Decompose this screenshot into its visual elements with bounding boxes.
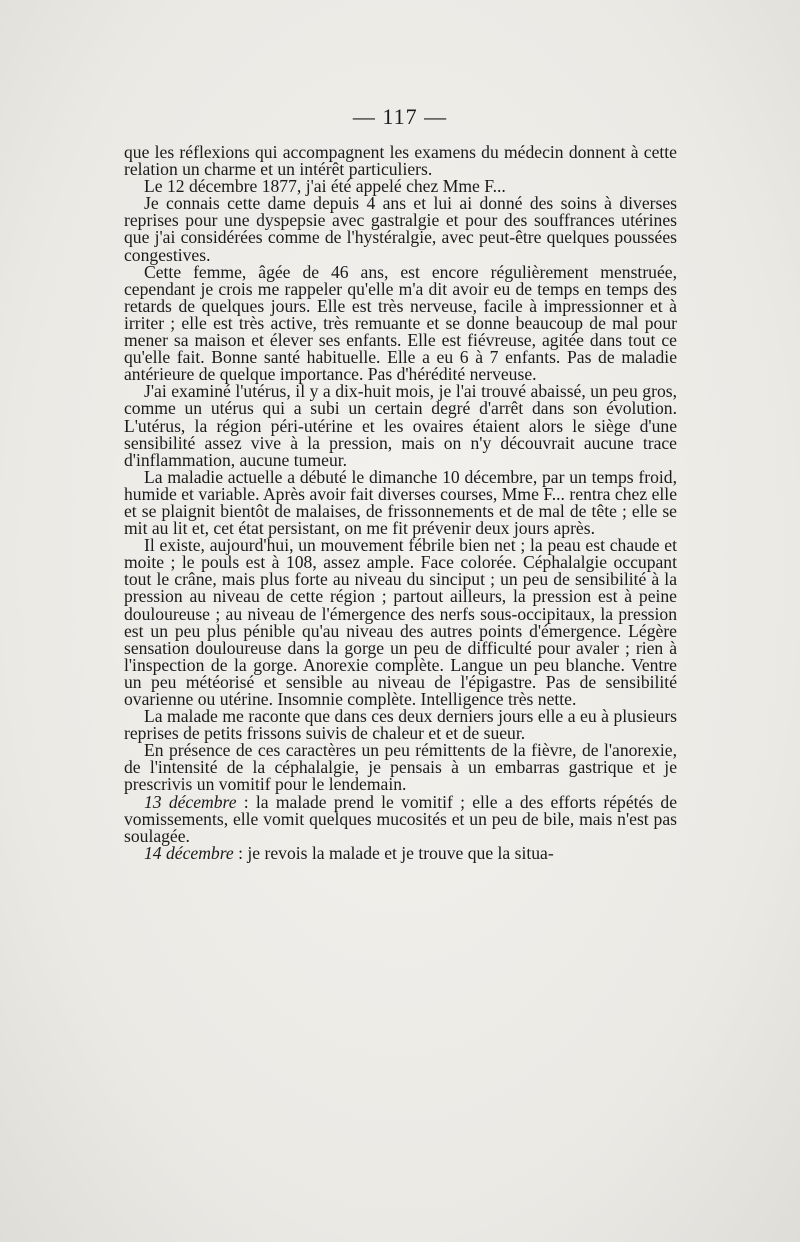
paragraph-dec-14 <box>124 842 677 863</box>
paragraph-chills: La malade me raconte que dans ces deux derniers jours elle a eu à plusieurs reprises de petits frissons suivis de chaleur et et de sueur. <box>124 706 677 744</box>
paragraph-history: Je connais cette dame depuis 4 ans et lui ai donné des soins à diverses reprises pour une dyspepsie avec gastralgie et pour des souffrances utérines que j'ai considérées comme de l'hystéralgie, avec peut-être quelques poussées congestives. <box>124 193 677 265</box>
date-label: 13 décembre <box>144 791 237 812</box>
paragraph-uterus-exam: J'ai examiné l'utérus, il y a dix-huit mois, je l'ai trouvé abaissé, un peu gros, comme un utérus qui a subi un certain degré d'arrêt dans son évolution. L'utérus, la région péri-utérine et les ovaires étaient alors le siège d'une sensibilité assez vive à la pression, mais on n'y découvrait aucune trace d'inflammation, aucune tumeur. <box>124 381 677 470</box>
paragraph-diagnosis: En présence de ces caractères un peu rémittents de la fièvre, de l'anorexie, de l'intensité de la céphalalgie, je pensais à un embarras gastrique et je prescrivis un vomitif pour le lendemain. <box>124 740 677 795</box>
paragraph-text: : je revois la malade et je trouve que la situa- <box>233 842 554 863</box>
paragraph-dec-13 <box>124 791 677 846</box>
paragraph-continuation: que les réflexions qui accompagnent les examens du médecin donnent à cette relation un charme et un intérêt particuliers. <box>124 142 677 180</box>
paragraph-onset: La maladie actuelle a débuté le dimanche 10 décembre, par un temps froid, humide et variable. Après avoir fait diverses courses, Mme F... rentra chez elle et se plaignit bientôt de malaises, de frissonnements et de mal de tête ; elle se mit au lit et, cet état persistant, on me fit prévenir deux jours après. <box>124 466 677 539</box>
date-label: 14 décembre <box>144 842 234 863</box>
paragraph-text: : la malade prend le vomitif ; elle a des efforts répétés de vomissements, elle vomit quelques mucosités et un peu de bile, mais n'est pas soulagée. <box>124 791 677 846</box>
paragraph-symptoms: Il existe, aujourd'hui, un mouvement fébrile bien net ; la peau est chaude et moite ; le pouls est à 108, assez ample. Face colorée. Céphalalgie occupant tout le crâne, mais plus forte au niveau du sinciput ; un peu de sensibilité à la pression au niveau de cette région ; partout ailleurs, la pression est à peine douloureuse ; au niveau de l'émergence des nerfs sous-occipitaux, la pression est un peu plus pénible qu'au niveau des autres points d'émergence. Légère sensation douloureuse dans la gorge un peu de difficulté pour avaler ; rien à l'inspection de la gorge. Anorexie complète. Langue un peu blanche. Ventre un peu météorisé et sensible au niveau de l'épigastre. Pas de sensibilité ovarienne ou utérine. Insomnie complète. Intelligence très nette. <box>124 535 677 709</box>
body-text <box>124 144 677 862</box>
paragraph-visit-date: Le 12 décembre 1877, j'ai été appelé chez Mme F... <box>144 176 506 197</box>
paragraph-patient-description: Cette femme, âgée de 46 ans, est encore régulièrement menstruée, cependant je crois me rappeler qu'elle m'a dit avoir eu de temps en temps des retards de quelques jours. Elle est très nerveuse, facile à impressionner et à irriter ; elle est très active, très remuante et se donne beaucoup de mal pour mener sa maison et élever ses enfants. Elle est fiévreuse, agitée dans tout ce qu'elle fait. Bonne santé habituelle. Elle a eu 6 à 7 enfants. Pas de maladie antérieure de quelque importance. Pas d'hérédité nerveuse. <box>124 261 677 385</box>
page-number: — 117 — <box>352 104 448 129</box>
